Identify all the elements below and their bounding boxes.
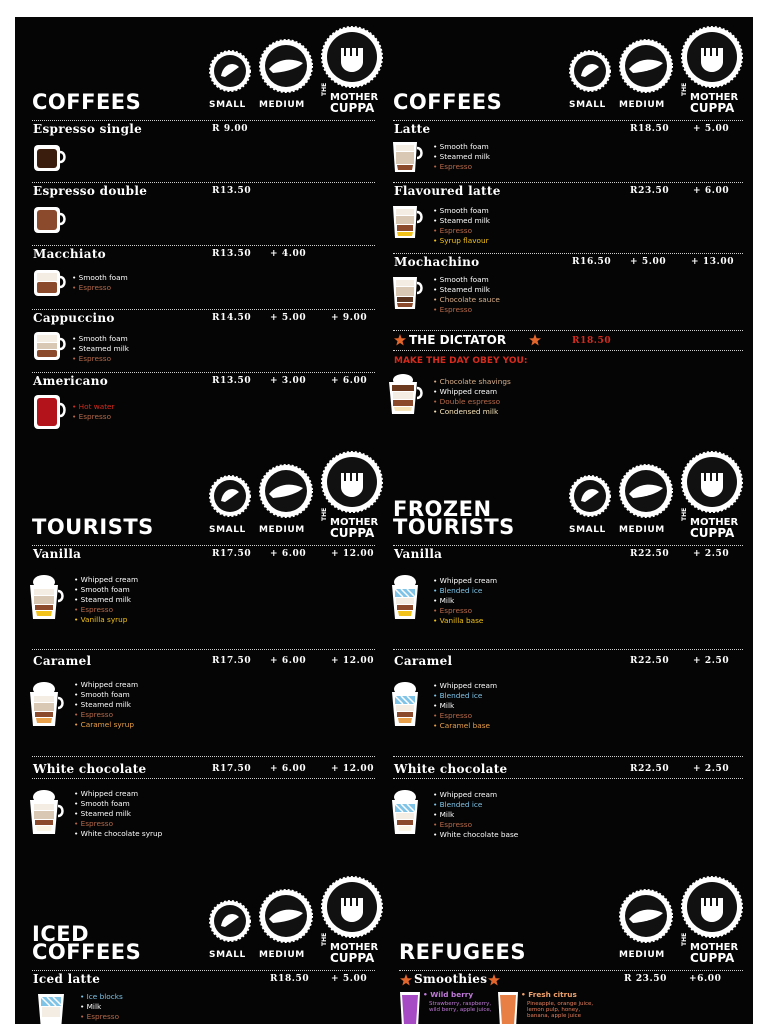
ingredient: • Whipped cream [433, 576, 498, 585]
item-name: Mochachino [394, 255, 480, 269]
ingredient: • Smooth foam [433, 206, 489, 215]
frozen-tourists-section: FROZEN TOURISTS SMALL MEDIUM THE MOTHER CUPPA Vanilla R22.50 + 2.50 • Whipped cream • Blended ice • Milk • Espresso • Vanilla base Caramel R22.50 + 2.50 • Whipped cream • Blended ice • Milk • Espresso • Caramel base White chocolate R22.50 + 2.50 • Whipped cream • Blended ice • Milk • Espresso • White chocolate base [375, 442, 753, 872]
wild-berry-glass-icon [399, 990, 421, 1024]
smoothie-name: • Fresh citrus [521, 990, 577, 999]
price-medium: + 5.00 [270, 313, 307, 323]
price-cuppa: + 5.00 [693, 124, 730, 134]
price-medium: + 6.00 [270, 656, 307, 666]
small-size-icon [209, 50, 251, 92]
ingredient: • Whipped cream [74, 680, 139, 689]
ingredient: • Smooth foam [74, 690, 130, 699]
size-label-small: SMALL [209, 950, 246, 960]
smoothie-name: • Wild berry [423, 990, 474, 999]
price-medium: R18.50 [270, 974, 310, 984]
item-name: Cappuccino [33, 311, 115, 325]
small-size-icon [569, 50, 611, 92]
price-small: R14.50 [212, 313, 252, 323]
coffees-right-section: COFFEES SMALL MEDIUM THE MOTHER CUPPA Latte R18.50 + 5.00 • Smooth foam • Steamed milk • Espresso Flavoured latte R23.50 + 6.00 • Smooth foam • Steamed milk • Espresso • Syrup flavour Mochachino R16.50 + 5.00 + 13.00 • Smooth foam • Steamed milk • Chocolate sauce • Espresso THE DICTATOR R18.50 MAKE THE DAY OBEY YOU: • Chocolate shavings • Whipped cream • Double espresso • Condensed milk [375, 17, 753, 437]
ingredient: • Espresso [74, 605, 114, 614]
medium-size-icon [259, 464, 313, 518]
price-cuppa: + 13.00 [691, 257, 735, 267]
item-name: Caramel [33, 654, 92, 668]
medium-size-icon [259, 889, 313, 943]
star-icon [400, 974, 412, 986]
section-title-line1: ICED [32, 922, 90, 946]
ingredient: • Ice blocks [80, 992, 123, 1001]
ingredient: • Smooth foam [74, 585, 130, 594]
ingredient: • Whipped cream [74, 575, 139, 584]
price-cuppa: + 12.00 [331, 549, 375, 559]
ingredient: • White chocolate base [433, 830, 519, 839]
size-label-medium: MEDIUM [259, 950, 305, 960]
list-item [32, 120, 375, 180]
smoothie-description: Strawberry, raspberry, [429, 1001, 492, 1007]
list-item [393, 120, 743, 182]
dictator-item [393, 330, 743, 434]
ingredient: • Milk [433, 596, 455, 605]
section-title: COFFEES [32, 90, 142, 114]
macchiato-cup-icon [32, 267, 68, 299]
price-cuppa: + 6.00 [331, 376, 368, 386]
smoothie-description: Pineapple, orange juice, [527, 1001, 594, 1007]
ingredient: • Milk [80, 1002, 102, 1011]
ingredient: • Steamed milk [74, 700, 132, 709]
price-medium: R22.50 [630, 764, 670, 774]
size-label-small: SMALL [209, 100, 246, 110]
espresso-cup-icon [32, 204, 68, 236]
iced-latte-glass-icon [36, 992, 68, 1024]
ingredient: • Chocolate shavings [433, 377, 511, 386]
item-name: Iced latte [33, 972, 101, 986]
latte-glass-icon [389, 138, 425, 180]
ingredient: • Steamed milk [72, 344, 130, 353]
price-cuppa: + 6.00 [693, 186, 730, 196]
ingredient: • Espresso [433, 305, 473, 314]
ingredient: • Espresso [74, 819, 114, 828]
dictator-price: R18.50 [572, 336, 612, 346]
size-label-small: SMALL [209, 525, 246, 535]
list-item [32, 372, 375, 434]
list-item [32, 652, 375, 757]
white-chocolate-glass-icon [26, 788, 66, 842]
americano-cup-icon [32, 392, 68, 432]
ingredient: • Caramel base [433, 721, 490, 730]
caramel-glass-icon [26, 680, 66, 734]
list-item [32, 245, 375, 305]
ingredient: • Espresso [433, 606, 473, 615]
fresh-citrus-glass-icon [497, 990, 519, 1024]
section-title: REFUGEES [399, 940, 526, 964]
ingredient: • Espresso [80, 1012, 120, 1021]
small-size-icon [569, 475, 611, 517]
dictator-glass-icon [385, 372, 425, 420]
price-small: R 9.00 [212, 124, 249, 134]
item-name: Flavoured latte [394, 184, 501, 198]
ingredient: • Hot water [72, 402, 115, 411]
ingredient: • Whipped cream [74, 789, 139, 798]
dictator-title: THE DICTATOR [409, 333, 507, 347]
frozen-caramel-glass-icon [389, 680, 425, 734]
smoothie-description: banana, apple juice [527, 1013, 582, 1019]
section-title: COFFEES [393, 90, 503, 114]
ingredient: • Steamed milk [433, 285, 491, 294]
item-name: Latte [394, 122, 431, 136]
ingredient: • Smooth foam [72, 273, 128, 282]
fist-icon [681, 451, 743, 513]
ingredient: • Espresso [433, 711, 473, 720]
ingredient: • Smooth foam [74, 799, 130, 808]
dictator-tagline: MAKE THE DAY OBEY YOU: [394, 356, 528, 366]
medium-size-icon [619, 889, 673, 943]
ingredient: • Condensed milk [433, 407, 499, 416]
price-cuppa: +6.00 [689, 974, 722, 984]
section-title-line2: COFFEES [32, 940, 142, 964]
star-icon [529, 334, 541, 346]
medium-size-icon [259, 39, 313, 93]
price-cuppa: + 2.50 [693, 656, 730, 666]
ingredient: • Whipped cream [433, 387, 498, 396]
ingredient: • Syrup flavour [433, 236, 489, 245]
item-name: Espresso single [33, 122, 143, 136]
iced-coffees-section: ICED COFFEES SMALL MEDIUM THE MOTHER CUPPA Iced latte R18.50 + 5.00 • Ice blocks • Milk • Espresso [15, 867, 384, 1024]
ingredient: • Vanilla base [433, 616, 484, 625]
list-item [32, 309, 375, 369]
size-label-medium: MEDIUM [259, 100, 305, 110]
list-item [393, 760, 743, 865]
price-small: R17.50 [212, 764, 252, 774]
smoothie-description: wild berry, apple juice, [429, 1007, 492, 1013]
price-medium: R 23.50 [624, 974, 667, 984]
ingredient: • Steamed milk [433, 216, 491, 225]
price-small: R13.50 [212, 249, 252, 259]
list-item [399, 970, 743, 1024]
price-medium: R22.50 [630, 549, 670, 559]
size-label-medium: MEDIUM [259, 525, 305, 535]
item-name: White chocolate [394, 762, 508, 776]
refugees-section: REFUGEES MEDIUM THE MOTHER CUPPA Smoothies R 23.50 +6.00 • Wild berry Strawberry, raspberry, wild berry, apple juice, • Fresh citrus Pineapple, orange juice, lemon pulp, honey, banana, apple juice [375, 867, 753, 1024]
price-small: R17.50 [212, 549, 252, 559]
smoothie-description: lemon pulp, honey, [527, 1007, 581, 1013]
item-name: Vanilla [394, 547, 443, 561]
price-medium: R22.50 [630, 656, 670, 666]
item-name: Vanilla [33, 547, 82, 561]
price-cuppa: + 12.00 [331, 764, 375, 774]
fist-icon [321, 876, 383, 938]
small-size-icon [209, 900, 251, 942]
section-title-line1: FROZEN [393, 497, 492, 521]
ingredient: • Milk [433, 701, 455, 710]
ingredient: • Whipped cream [433, 681, 498, 690]
price-medium: + 6.00 [270, 549, 307, 559]
price-medium: + 3.00 [270, 376, 307, 386]
item-name: White chocolate [33, 762, 147, 776]
ingredient: • Steamed milk [74, 595, 132, 604]
price-medium: + 6.00 [270, 764, 307, 774]
section-title: TOURISTS [32, 515, 154, 539]
mochachino-glass-icon [389, 273, 425, 317]
ingredient: • Chocolate sauce [433, 295, 500, 304]
size-label-medium: MEDIUM [619, 525, 665, 535]
price-small: R17.50 [212, 656, 252, 666]
item-name: Espresso double [33, 184, 148, 198]
ingredient: • Steamed milk [433, 152, 491, 161]
list-item [32, 970, 375, 1024]
ingredient: • Espresso [74, 710, 114, 719]
frozen-white-chocolate-glass-icon [389, 788, 425, 842]
ingredient: • Smooth foam [72, 334, 128, 343]
price-small: R13.50 [212, 186, 252, 196]
list-item [32, 760, 375, 865]
item-name: Caramel [394, 654, 453, 668]
item-name: Macchiato [33, 247, 106, 261]
item-name: Americano [33, 374, 109, 388]
ingredient: • Smooth foam [433, 275, 489, 284]
ingredient: • Steamed milk [74, 809, 132, 818]
star-icon [488, 974, 500, 986]
fist-icon [681, 876, 743, 938]
ingredient: • White chocolate syrup [74, 829, 163, 838]
ingredient: • Blended ice [433, 691, 483, 700]
frozen-vanilla-glass-icon [389, 573, 425, 627]
price-cuppa: + 12.00 [331, 656, 375, 666]
flavoured-latte-glass-icon [389, 202, 425, 246]
ingredient: • Espresso [433, 162, 473, 171]
list-item [393, 182, 743, 250]
star-icon [394, 334, 406, 346]
price-cuppa: + 5.00 [331, 974, 368, 984]
size-label-medium: MEDIUM [619, 100, 665, 110]
coffees-left-section: COFFEES SMALL MEDIUM THE MOTHER CUPPA Espresso single R 9.00 Espresso double R13.50 Macchiato R13.50 + 4.00 • Smooth foam • Espresso Cappuccino R14.50 + 5.00 + 9.00 • Smooth foam • Steamed milk • Espresso Americano R13.50 + 3.00 + 6.00 • Hot water • Espresso [15, 17, 384, 437]
ingredient: • Blended ice [433, 586, 483, 595]
size-label-medium: MEDIUM [619, 950, 665, 960]
ingredient: • Smooth foam [433, 142, 489, 151]
cappuccino-cup-icon [32, 329, 68, 363]
list-item [393, 253, 743, 331]
medium-size-icon [619, 39, 673, 93]
fist-icon [681, 26, 743, 88]
ingredient: • Espresso [72, 283, 112, 292]
ingredient: • Blended ice [433, 800, 483, 809]
price-cuppa: + 9.00 [331, 313, 368, 323]
list-item [32, 182, 375, 242]
fist-icon [321, 451, 383, 513]
ingredient: • Double espresso [433, 397, 501, 406]
list-item [393, 652, 743, 757]
ingredient: • Espresso [433, 226, 473, 235]
ingredient: • Espresso [72, 354, 112, 363]
ingredient: • Whipped cream [433, 790, 498, 799]
espresso-cup-icon [32, 142, 68, 174]
list-item [393, 545, 743, 650]
section-title-line2: TOURISTS [393, 515, 515, 539]
price-cuppa: + 2.50 [693, 549, 730, 559]
price-medium: R23.50 [630, 186, 670, 196]
size-label-small: SMALL [569, 100, 606, 110]
price-medium: + 5.00 [630, 257, 667, 267]
price-medium: R18.50 [630, 124, 670, 134]
list-item [32, 545, 375, 650]
ingredient: • Espresso [72, 412, 112, 421]
price-medium: + 4.00 [270, 249, 307, 259]
vanilla-glass-icon [26, 573, 66, 627]
price-small: R13.50 [212, 376, 252, 386]
item-name: Smoothies [414, 972, 488, 986]
ingredient: • Espresso [433, 820, 473, 829]
tourists-section: TOURISTS SMALL MEDIUM THE MOTHER CUPPA Vanilla R17.50 + 6.00 + 12.00 • Whipped cream • Smooth foam • Steamed milk • Espresso • Vanilla syrup Caramel R17.50 + 6.00 + 12.00 • Whipped cream • Smooth foam • Steamed milk • Espresso • Caramel syrup White chocolate R17.50 + 6.00 + 12.00 • Whipped cream • Smooth foam • Steamed milk • Espresso • White chocolate syrup [15, 442, 384, 872]
ingredient: • Milk [433, 810, 455, 819]
medium-size-icon [619, 464, 673, 518]
size-label-small: SMALL [569, 525, 606, 535]
ingredient: • Vanilla syrup [74, 615, 128, 624]
menu-board [15, 17, 753, 1024]
fist-icon [321, 26, 383, 88]
ingredient: • Caramel syrup [74, 720, 134, 729]
small-size-icon [209, 475, 251, 517]
price-cuppa: + 2.50 [693, 764, 730, 774]
price-small: R16.50 [572, 257, 612, 267]
